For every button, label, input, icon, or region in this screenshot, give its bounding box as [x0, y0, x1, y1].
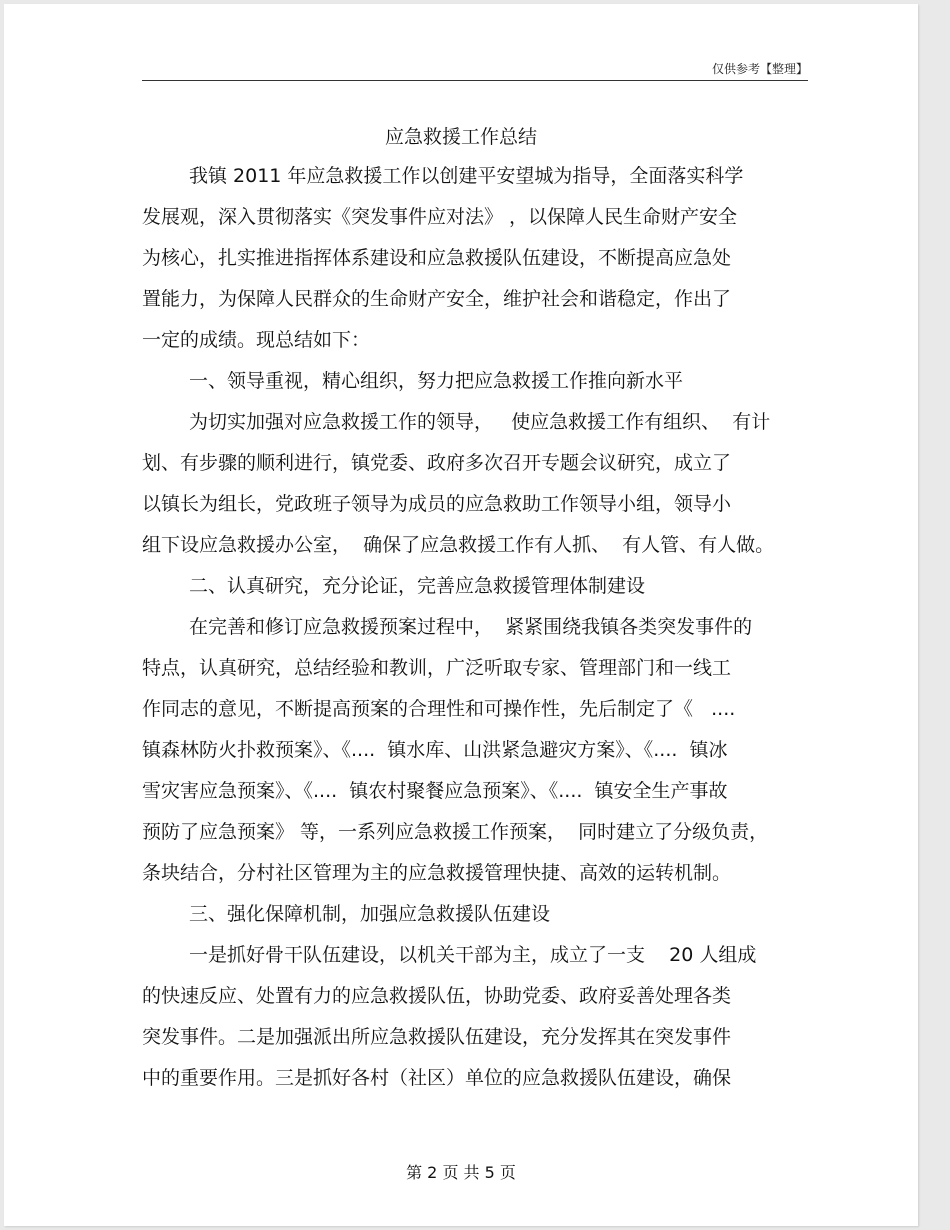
body-text-line: 镇森林防火扑救预案》、《.... 镇水库、山洪紧急避灾方案》、《.... 镇冰: [142, 739, 728, 761]
body-text-line: 以镇长为组长，党政班子领导为成员的应急救助工作领导小组，领导小: [142, 493, 732, 515]
document-page: [4, 4, 918, 1226]
body-text-line: 在完善和修订应急救援预案过程中， 紧紧围绕我镇各类突发事件的: [189, 616, 753, 638]
body-text-line: 条块结合，分村社区管理为主的应急救援管理快捷、高效的运转机制。: [142, 862, 732, 884]
document-body: [142, 161, 814, 1104]
body-text-line: 突发事件。二是加强派出所应急救援队伍建设，充分发挥其在突发事件: [142, 1026, 732, 1048]
body-text-line: 一定的成绩。现总结如下：: [142, 329, 371, 351]
page-footer: 第 2 页 共 5 页: [406, 1163, 516, 1182]
body-text-line: 雪灾害应急预案》、《.... 镇农村聚餐应急预案》、《.... 镇安全生产事故: [142, 780, 728, 802]
body-text-line: 作同志的意见，不断提高预案的合理性和可操作性，先后制定了《 ....: [142, 698, 736, 720]
body-text-line: 为核心，扎实推进指挥体系建设和应急救援队伍建设，不断提高应急处: [142, 247, 732, 269]
body-text-line: 为切实加强对应急救援工作的领导， 使应急救援工作有组织、 有计: [189, 411, 771, 433]
document-title: 应急救援工作总结: [384, 126, 537, 148]
page-header-text: 仅供参考【整理】: [711, 62, 808, 76]
body-text-line: 三、强化保障机制，加强应急救援队伍建设: [189, 903, 551, 925]
body-text-line: 二、认真研究，充分论证，完善应急救援管理体制建设: [189, 575, 646, 597]
body-text-line: 发展观，深入贯彻落实《突发事件应对法》 ，以保障人民生命财产安全: [142, 206, 738, 228]
body-text-line: 置能力，为保障人民群众的生命财产安全，维护社会和谐稳定，作出了: [142, 288, 732, 310]
body-text-line: 预防了应急预案》 等，一系列应急救援工作预案， 同时建立了分级负责，: [142, 821, 769, 843]
body-text-line: 我镇 2011 年应急救援工作以创建平安望城为指导，全面落实科学: [189, 165, 744, 187]
body-text-line: 一、领导重视，精心组织，努力把应急救援工作推向新水平: [189, 370, 684, 392]
body-text-line: 一是抓好骨干队伍建设，以机关干部为主，成立了一支 20 人组成: [189, 944, 757, 966]
header-rule: [142, 80, 808, 81]
body-text-line: 的快速反应、处置有力的应急救援队伍，协助党委、政府妥善处理各类: [142, 985, 732, 1007]
body-text-line: 中的重要作用。三是抓好各村（社区）单位的应急救援队伍建设，确保: [142, 1067, 732, 1089]
body-text-line: 特点，认真研究，总结经验和教训，广泛听取专家、管理部门和一线工: [142, 657, 732, 679]
body-text-line: 划、有步骤的顺利进行，镇党委、政府多次召开专题会议研究，成立了: [142, 452, 732, 474]
body-text-line: 组下设应急救援办公室， 确保了应急救援工作有人抓、 有人管、有人做。: [142, 534, 775, 556]
